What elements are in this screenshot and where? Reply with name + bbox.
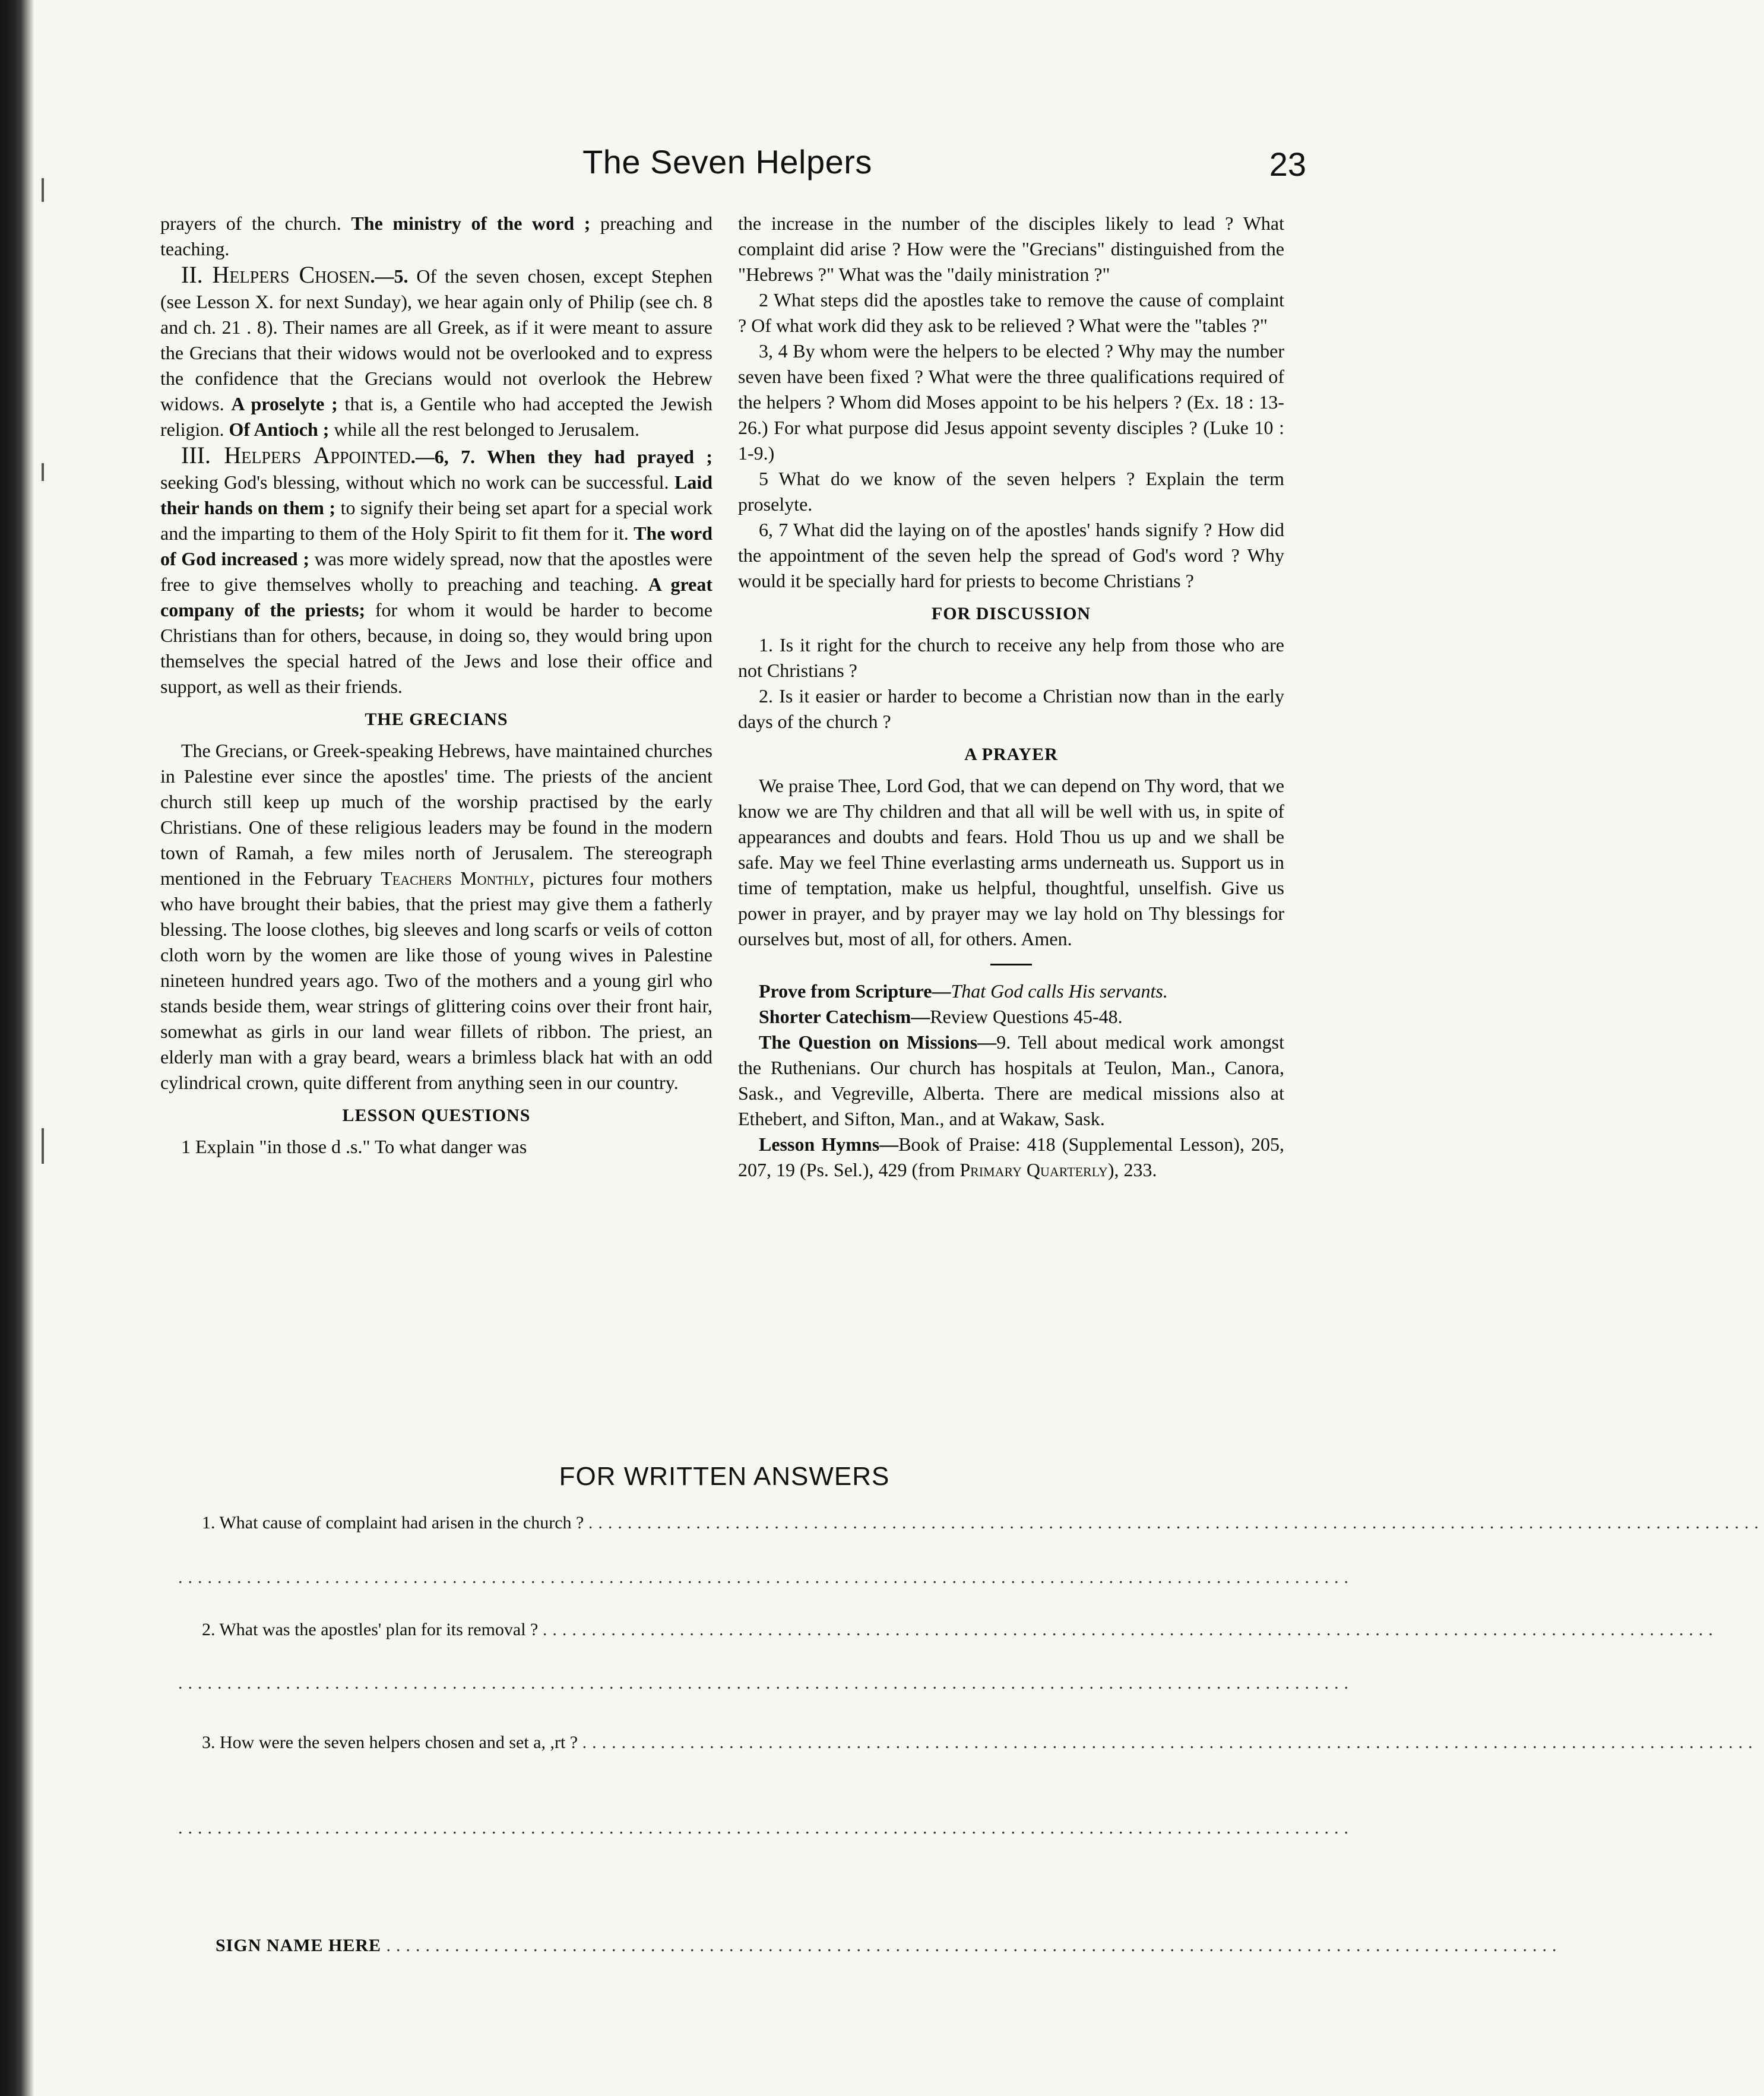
- sign-name-label: SIGN NAME HERE: [216, 1936, 382, 1955]
- lesson-questions-heading: LESSON QUESTIONS: [342, 1106, 531, 1125]
- discussion-question-2: 2. Is it easier or harder to become a Christian now than in the early days of the church ?: [738, 685, 1284, 732]
- section-heading: Helpers Chosen: [212, 261, 370, 288]
- lesson-question-1: 1 Explain "in those d .s." To what danger was: [181, 1136, 527, 1157]
- section-helpers-appointed: III. Helpers Appointed.—6, 7. When they had prayed ; seeking God's blessing, without which no work can be successful. Laid their hands on them ; to signify their being set apart for a special work and the imparting to them of the Holy Spirit to fit them for it. The word of God increased ; was more widely spread, now that the apostles were free to give themselves wholly to preaching and teaching. A great company of the priests; for whom it would be harder to become Christians than for others, because, in doing so, they would bring upon themselves the special hatred of the Jews and lose their office and support, as well as their friends.: [160, 442, 713, 697]
- margin-mark: [42, 178, 44, 202]
- question-on-missions: The Question on Missions—9. Tell about medical work amongst the Ruthenians. Our church has hospitals at Teulon, Man., Canora, Sask., and Vegreville, Alberta. There are medical missions also at Ethebert, and Sifton, Man., and at Wakaw, Sask.: [738, 1031, 1285, 1129]
- section-helpers-chosen: II. Helpers Chosen.—5. Of the seven chosen, except Stephen (see Lesson X. for next Sunday), we hear again only of Philip (see ch. 8 and ch. 21 . 8). Their names are all Greek, as if it were meant to assure the Grecians that their widows would not be overlooked and to express the confidence that the Grecians would not overlook the Hebrew widows. A proselyte ; that is, a Gentile who had accepted the Jewish religion. Of Antioch ; while all the rest belonged to Jerusalem.: [160, 261, 713, 440]
- margin-mark: [42, 463, 44, 481]
- lesson-question-6-7: 6, 7 What did the laying on of the apostles' hands signify ? How did the appointment of the seven help the spread of God's word ? Why would it be specially hard for priests to become Christians ?: [738, 519, 1284, 591]
- discussion-heading: FOR DISCUSSION: [931, 604, 1091, 623]
- discussion-question-1: 1. Is it right for the church to receive any help from those who are not Christians ?: [738, 634, 1284, 681]
- answer-line[interactable]: ........................................................................................................................: [178, 1568, 1354, 1587]
- grecians-heading: THE GRECIANS: [365, 710, 508, 729]
- book-gutter-shadow: [0, 0, 34, 2096]
- prayer-heading: A PRAYER: [964, 745, 1058, 764]
- divider-rule: [990, 964, 1032, 965]
- lesson-question-2: 2 What steps did the apostles take to remove the cause of complaint ? Of what work did they ask to be relieved ? What were the "tables ?": [738, 289, 1284, 336]
- page-header: [148, 143, 1306, 190]
- left-column: [160, 211, 712, 1160]
- paragraph-ministry: prayers of the church. The ministry of the word ; preaching and teaching.: [160, 213, 713, 259]
- lesson-hymns: Lesson Hymns—Book of Praise: 418 (Supplemental Lesson), 205, 207, 19 (Ps. Sel.), 429 (from Primary Quarterly), 233.: [738, 1134, 1285, 1180]
- prove-from-scripture: Prove from Scripture—That God calls His servants.: [759, 980, 1168, 1002]
- written-question-3: 3. How were the seven helpers chosen and set a, ,rt ? ........................................................................................................................: [202, 1733, 1758, 1752]
- lesson-question-5: 5 What do we know of the seven helpers ? Explain the term proselyte.: [738, 468, 1284, 515]
- signature-line[interactable]: ........................................................................................................................: [386, 1936, 1562, 1955]
- answer-line[interactable]: ........................................................................................................................: [178, 1818, 1354, 1838]
- lesson-question-3-4: 3, 4 By whom were the helpers to be elected ? Why may the number seven have been fixed ? What were the three qualifications required of the helpers ? Whom did Moses appoint to be his helpers ? (Ex. 18 : 13-26.) For what purpose did Jesus appoint seventy disciples ? (Luke 10 : 1-9.): [738, 340, 1284, 464]
- answer-line[interactable]: ........................................................................................................................: [178, 1673, 1354, 1693]
- written-answers-title: FOR WRITTEN ANSWERS: [559, 1462, 890, 1491]
- shorter-catechism: Shorter Catechism—Review Questions 45-48.: [759, 1006, 1123, 1027]
- sign-name-row[interactable]: [216, 1936, 1562, 1956]
- lesson-question-1-continued: the increase in the number of the disciples likely to lead ? What complaint did arise ? How were the "Grecians" distinguished from the "Hebrews ?" What was the "daily ministration ?": [738, 213, 1284, 285]
- page-number: 23: [1269, 145, 1306, 183]
- written-question-2: 2. What was the apostles' plan for its removal ? ........................................................................................................................: [202, 1620, 1718, 1639]
- section-heading: Helpers Appointed: [224, 442, 411, 468]
- running-head: The Seven Helpers: [582, 143, 872, 181]
- margin-mark: [42, 1128, 44, 1164]
- written-question-1: 1. What cause of complaint had arisen in the church ? ........................................................................................................................: [202, 1513, 1764, 1533]
- paragraph-grecians: The Grecians, or Greek-speaking Hebrews, have maintained churches in Palestine ever since the apostles' time. The priests of the ancient church still keep up much of the worship practised by the early Christians. One of these religious leaders may be found in the modern town of Ramah, a few miles north of Jerusalem. The stereograph mentioned in the February Teachers Monthly, pictures four mothers who have brought their babies, that the priest may give them a fatherly blessing. The loose clothes, big sleeves and long scarfs or veils of cotton cloth worn by the women are like those of young wives in Palestine nineteen hundred years ago. Two of the mothers and a young girl who stands beside them, wear strings of glittering coins over their front hair, somewhat as girls in our land wear fillets of ribbon. The priest, an elderly man with a gray beard, wears a brimless black hat with an odd cylindrical crown, quite different from anything seen in our country.: [160, 740, 712, 1093]
- prayer-text: We praise Thee, Lord God, that we can depend on Thy word, that we know we are Thy children and that all will be well with us, in spite of appearances and doubts and fears. Hold Thou us up and we shall be safe. May we feel Thine everlasting arms underneath us. Support us in time of temptation, make us helpful, thoughtful, unselfish. Give us power in prayer, and by prayer may we lay hold on Thy blessings for ourselves but, most of all, for others. Amen.: [738, 775, 1284, 949]
- right-column: [738, 211, 1284, 1183]
